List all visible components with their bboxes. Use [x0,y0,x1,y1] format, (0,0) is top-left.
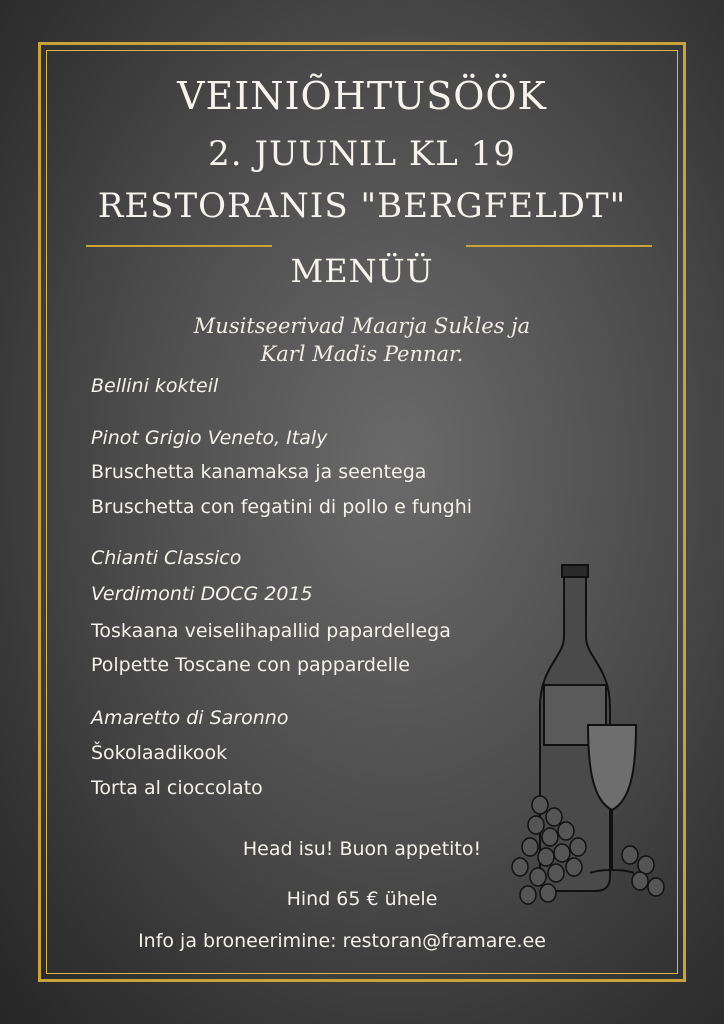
event-title: VEINIÕHTUSÖÖK [177,74,547,118]
wine-bottle-glass-grapes-icon [500,555,680,915]
event-date: 2. JUUNIL KL 19 [208,134,516,174]
musicians-line-2: Karl Madis Pennar. [260,342,464,366]
wine-pairing: Bellini kokteil [91,375,219,397]
event-venue: RESTORANIS "BERGFELDT" [97,186,627,226]
musicians-line-1: Musitseerivad Maarja Sukles ja [193,314,531,338]
dish-item: Polpette Toscane con pappardelle [91,654,410,676]
greeting-text: Head isu! Buon appetito! [242,838,482,860]
wine-pairing: Pinot Grigio Veneto, Italy [91,427,328,449]
contact-info: Info ja broneerimine: restoran@framare.ee [138,930,546,952]
wine-pairing: Chianti Classico [91,547,242,569]
price-text: Hind 65 € ühele [286,888,438,910]
divider-left [86,245,272,247]
dish-item: Torta al cioccolato [91,777,263,799]
dish-item: Šokolaadikook [91,742,228,764]
divider-right [466,245,652,247]
dish-item: Toskaana veiselihapallid papardellega [91,620,451,642]
wine-pairing: Verdimonti DOCG 2015 [91,583,313,605]
menu-heading: MENÜÜ [290,252,434,290]
dish-item: Bruschetta kanamaksa ja seentega [91,461,427,483]
dish-item: Bruschetta con fegatini di pollo e funghi [91,496,473,518]
wine-pairing: Amaretto di Saronno [91,707,289,729]
